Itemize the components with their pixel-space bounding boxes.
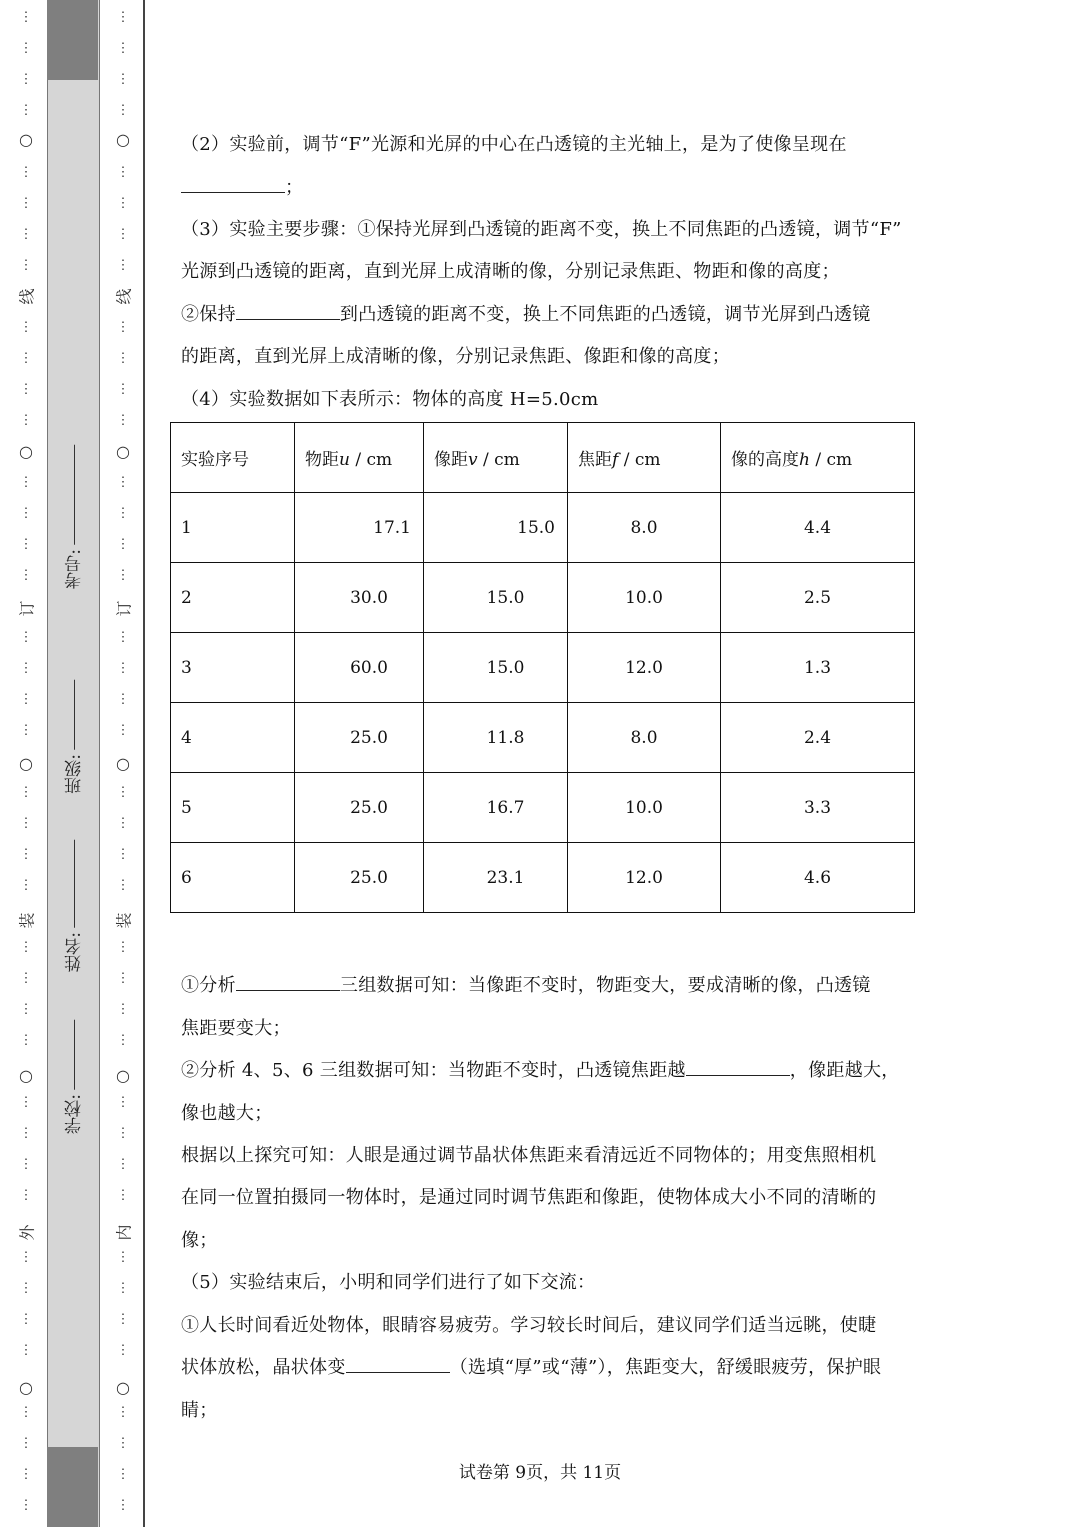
- dot-mark: ⋮: [19, 1436, 33, 1451]
- conclusion-line-1: 根据以上探究可知：人眼是通过调节晶状体焦距来看清远近不同物体的；用变焦照相机: [181, 1145, 877, 1166]
- question-3-line-1: （3）实验主要步骤：①保持光屏到凸透镜的距离不变，换上不同焦距的凸透镜，调节“F”: [181, 219, 902, 240]
- data-table: [170, 422, 915, 913]
- dot-mark: ⋮: [116, 506, 130, 521]
- field-school: 学校:: [62, 1020, 87, 1134]
- dot-mark: ⋮: [116, 258, 130, 273]
- dot-mark: ⋮: [19, 537, 33, 552]
- table-row: 5 25.0 16.7 10.0 3.3: [171, 773, 915, 843]
- dot-mark: ⋮: [116, 878, 130, 893]
- table-header-cell: 物距u / cm: [295, 423, 424, 493]
- dot-mark: ⋮: [19, 72, 33, 87]
- question-2-line-2: ；: [181, 167, 303, 209]
- answer-blank[interactable]: [181, 176, 285, 193]
- dot-mark: ⋮: [19, 103, 33, 118]
- circle-mark: ○: [116, 442, 130, 461]
- dot-mark: ⋮: [19, 692, 33, 707]
- dot-mark: ⋮: [116, 10, 130, 25]
- dot-mark: ⋮: [19, 661, 33, 676]
- question-5-line-3: 状体放松，晶状体变 （选填“厚”或“薄”），焦距变大，舒缓眼疲劳，保护眼: [181, 1357, 882, 1378]
- binding-label: 装: [17, 912, 37, 929]
- dot-mark: ⋮: [116, 1250, 130, 1265]
- binding-label: 线: [114, 288, 134, 305]
- circle-mark: ○: [116, 754, 130, 773]
- binding-label: 订: [114, 600, 134, 617]
- dot-mark: ⋮: [19, 1312, 33, 1327]
- circle-mark: ○: [116, 1378, 130, 1397]
- dot-mark: ⋮: [116, 1312, 130, 1327]
- dot-mark: ⋮: [19, 382, 33, 397]
- dot-mark: ⋮: [19, 165, 33, 180]
- circle-mark: ○: [19, 130, 33, 149]
- field-exam-number: 考号:: [62, 445, 87, 589]
- dot-mark: ⋮: [116, 723, 130, 738]
- dot-mark: ⋮: [116, 1436, 130, 1451]
- dot-mark: ⋮: [116, 630, 130, 645]
- field-name: 姓名:: [62, 840, 87, 972]
- table-row: 4 25.0 11.8 8.0 2.4: [171, 703, 915, 773]
- dot-mark: ⋮: [19, 413, 33, 428]
- table-header-cell: 像的高度h / cm: [721, 423, 915, 493]
- dot-mark: ⋮: [116, 1157, 130, 1172]
- dot-mark: ⋮: [19, 971, 33, 986]
- circle-mark: ○: [19, 442, 33, 461]
- dot-mark: ⋮: [19, 785, 33, 800]
- dot-mark: ⋮: [116, 1126, 130, 1141]
- dot-mark: ⋮: [116, 537, 130, 552]
- dot-mark: ⋮: [19, 506, 33, 521]
- dot-mark: ⋮: [116, 382, 130, 397]
- dot-mark: ⋮: [116, 1405, 130, 1420]
- dot-mark: ⋮: [116, 1002, 130, 1017]
- dot-mark: ⋮: [116, 1498, 130, 1513]
- analysis-1-line-2: 焦距要变大；: [181, 1018, 291, 1039]
- dot-mark: ⋮: [19, 723, 33, 738]
- dot-mark: ⋮: [19, 475, 33, 490]
- dot-mark: ⋮: [116, 1281, 130, 1296]
- table-row: 2 30.0 15.0 10.0 2.5: [171, 563, 915, 633]
- circle-mark: ○: [116, 1066, 130, 1085]
- dot-mark: ⋮: [19, 847, 33, 862]
- question-3-line-3: ②保持 到凸透镜的距离不变，换上不同焦距的凸透镜，调节光屏到凸透镜: [181, 304, 871, 325]
- dot-mark: ⋮: [19, 878, 33, 893]
- dot-mark: ⋮: [116, 1188, 130, 1203]
- dot-mark: ⋮: [19, 630, 33, 645]
- inner-dotted-line: [114, 0, 134, 1527]
- dot-mark: ⋮: [116, 475, 130, 490]
- dot-mark: ⋮: [116, 692, 130, 707]
- dot-mark: ⋮: [116, 1343, 130, 1358]
- circle-mark: ○: [19, 1378, 33, 1397]
- dot-mark: ⋮: [116, 413, 130, 428]
- dot-mark: ⋮: [116, 351, 130, 366]
- answer-blank[interactable]: [236, 303, 340, 320]
- dot-mark: ⋮: [19, 1343, 33, 1358]
- dot-mark: ⋮: [116, 103, 130, 118]
- binding-label: 线: [17, 288, 37, 305]
- dot-mark: ⋮: [19, 351, 33, 366]
- dot-mark: ⋮: [116, 971, 130, 986]
- dot-mark: ⋮: [19, 10, 33, 25]
- table-row: 1 17.1 15.0 8.0 4.4: [171, 493, 915, 563]
- dot-mark: ⋮: [116, 72, 130, 87]
- table-header-cell: 焦距f / cm: [568, 423, 721, 493]
- dot-mark: ⋮: [116, 165, 130, 180]
- dot-mark: ⋮: [19, 41, 33, 56]
- dot-mark: ⋮: [19, 1002, 33, 1017]
- dot-mark: ⋮: [116, 1033, 130, 1048]
- page-footer: 试卷第 9页，共 11页: [458, 1463, 622, 1483]
- circle-mark: ○: [116, 130, 130, 149]
- question-3-line-4: 的距离，直到光屏上成清晰的像，分别记录焦距、像距和像的高度；: [181, 346, 730, 367]
- analysis-2-line-1: ②分析 4、5、6 三组数据可知：当物距不变时，凸透镜焦距越 ，像距越大，: [181, 1060, 900, 1081]
- dot-mark: ⋮: [116, 661, 130, 676]
- dot-mark: ⋮: [19, 940, 33, 955]
- dot-mark: ⋮: [19, 1405, 33, 1420]
- answer-blank[interactable]: [686, 1059, 790, 1076]
- binding-label: 外: [17, 1224, 37, 1241]
- answer-blank[interactable]: [346, 1356, 450, 1373]
- dot-mark: ⋮: [19, 1250, 33, 1265]
- dot-mark: ⋮: [116, 816, 130, 831]
- dot-mark: ⋮: [19, 227, 33, 242]
- dot-mark: ⋮: [19, 1126, 33, 1141]
- dot-mark: ⋮: [116, 41, 130, 56]
- question-4-line: （4）实验数据如下表所示：物体的高度 H=5.0cm: [181, 389, 599, 410]
- table-row: 6 25.0 23.1 12.0 4.6: [171, 843, 915, 913]
- dot-mark: ⋮: [19, 258, 33, 273]
- binding-margin: [0, 0, 145, 1527]
- table-header-row: [171, 423, 915, 493]
- field-class: 班级:: [62, 680, 87, 794]
- analysis-1-line-1: ①分析 三组数据可知：当像距不变时，物距变大，要成清晰的像，凸透镜: [181, 975, 871, 996]
- binding-label: 装: [114, 912, 134, 929]
- dot-mark: ⋮: [116, 227, 130, 242]
- binding-label: 订: [17, 600, 37, 617]
- dot-mark: ⋮: [116, 568, 130, 583]
- binding-label: 内: [114, 1224, 134, 1241]
- dot-mark: ⋮: [19, 1281, 33, 1296]
- question-5-line-4: 睛；: [181, 1400, 218, 1421]
- binding-dark-top: [47, 0, 98, 80]
- dot-mark: ⋮: [19, 1033, 33, 1048]
- dot-mark: ⋮: [116, 196, 130, 211]
- dot-mark: ⋮: [116, 1095, 130, 1110]
- conclusion-line-2: 在同一位置拍摄同一物体时，是通过同时调节焦距和像距，使物体成大小不同的清晰的: [181, 1187, 877, 1208]
- table-header-cell: 实验序号: [171, 423, 295, 493]
- table-header-cell: 像距v / cm: [424, 423, 568, 493]
- dot-mark: ⋮: [116, 847, 130, 862]
- dot-mark: ⋮: [116, 785, 130, 800]
- analysis-2-line-2: 像也越大；: [181, 1103, 273, 1124]
- dot-mark: ⋮: [19, 816, 33, 831]
- table-row: 3 60.0 15.0 12.0 1.3: [171, 633, 915, 703]
- question-2-line-1: （2）实验前，调节“F”光源和光屏的中心在凸透镜的主光轴上，是为了使像呈现在: [181, 134, 847, 155]
- conclusion-line-3: 像；: [181, 1230, 218, 1251]
- dot-mark: ⋮: [19, 1157, 33, 1172]
- dot-mark: ⋮: [19, 196, 33, 211]
- circle-mark: ○: [19, 1066, 33, 1085]
- question-5-line-2: ①人长时间看近处物体，眼睛容易疲劳。学习较长时间后，建议同学们适当远眺，使睫: [181, 1315, 877, 1336]
- question-5-line-1: （5）实验结束后，小明和同学们进行了如下交流：: [181, 1272, 596, 1293]
- dot-mark: ⋮: [19, 320, 33, 335]
- dot-mark: ⋮: [19, 1188, 33, 1203]
- outer-dotted-line: [17, 0, 37, 1527]
- binding-rule: [143, 0, 145, 1527]
- dot-mark: ⋮: [19, 1498, 33, 1513]
- dot-mark: ⋮: [116, 940, 130, 955]
- dot-mark: ⋮: [19, 568, 33, 583]
- dot-mark: ⋮: [19, 1095, 33, 1110]
- question-3-line-2: 光源到凸透镜的距离，直到光屏上成清晰的像，分别记录焦距、物距和像的高度；: [181, 261, 840, 282]
- dot-mark: ⋮: [116, 320, 130, 335]
- dot-mark: ⋮: [116, 1467, 130, 1482]
- dot-mark: ⋮: [19, 1467, 33, 1482]
- circle-mark: ○: [19, 754, 33, 773]
- answer-blank[interactable]: [236, 974, 340, 991]
